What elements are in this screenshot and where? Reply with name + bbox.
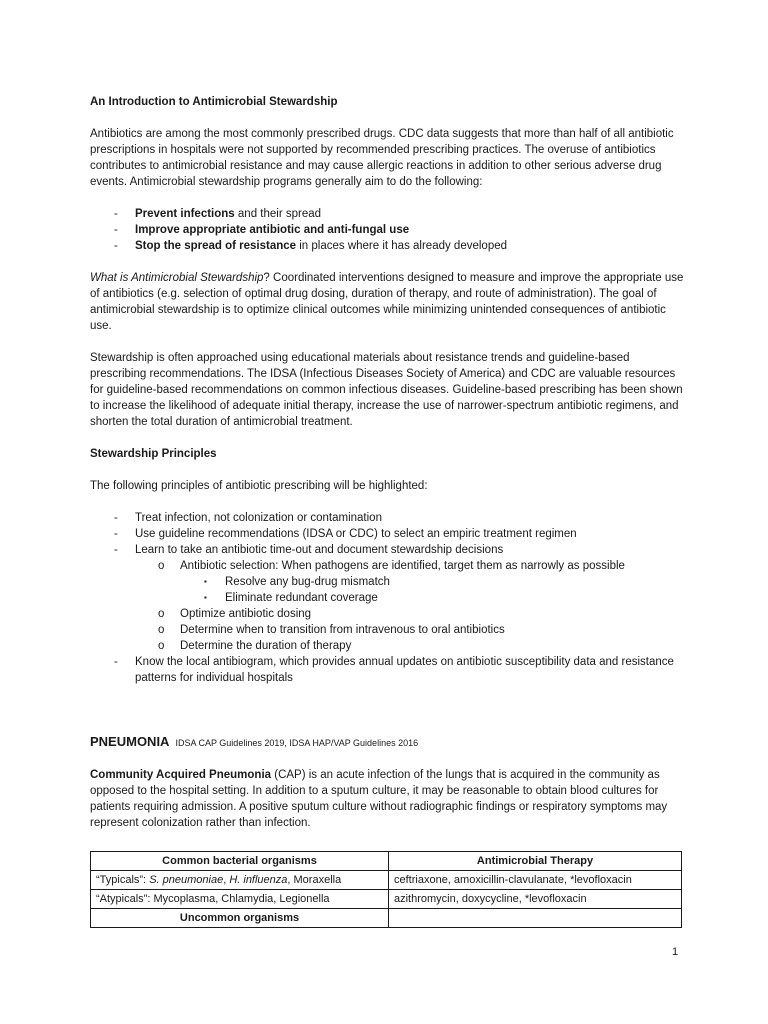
- aims-list: [90, 206, 686, 254]
- aim-text: in places where it has already developed: [296, 240, 508, 252]
- pneumonia-title: PNEUMONIA: [90, 734, 170, 749]
- column-header: Common bacterial organisms: [91, 852, 389, 871]
- aim-text: and their spread: [234, 208, 322, 220]
- column-header: Antimicrobial Therapy: [389, 852, 682, 871]
- what-is-paragraph: [90, 270, 686, 334]
- pneumonia-guidelines: IDSA CAP Guidelines 2019, IDSA HAP/VAP Guidelines 2016: [175, 738, 419, 748]
- principle-text: Treat infection, not colonization or contamination: [135, 512, 382, 524]
- principles-intro: The following principles of antibiotic prescribing will be highlighted:: [90, 480, 428, 492]
- organisms-cell: Uncommon organisms: [91, 909, 389, 928]
- organism-name: , Moraxella: [287, 874, 342, 886]
- principles-title: Stewardship Principles: [90, 448, 217, 460]
- pneumonia-heading: [90, 734, 686, 751]
- principle-text: Antibiotic selection: When pathogens are identified, target them as narrowly as possible: [180, 560, 625, 572]
- therapy-cell: azithromycin, doxycycline, *levofloxacin: [389, 890, 682, 909]
- document-body: [90, 94, 686, 928]
- organism-name: S. pneumoniae: [149, 874, 224, 886]
- circle-bullet: o: [158, 608, 165, 620]
- list-item: [90, 238, 686, 254]
- principles-list: [90, 510, 686, 686]
- organisms-cell: “Atypicals”: Mycoplasma, Chlamydia, Legionella: [91, 890, 389, 909]
- square-bullet: ▪: [204, 577, 207, 586]
- principle-text: Use guideline recommendations (IDSA or CDC) to select an empiric treatment regimen: [135, 528, 577, 540]
- list-item: [90, 206, 686, 222]
- dash-bullet: -: [114, 240, 118, 252]
- list-item: [90, 222, 686, 238]
- principle-text: Optimize antibiotic dosing: [180, 608, 312, 620]
- organism-label: “Typicals”:: [96, 874, 150, 886]
- table-header-row: [91, 852, 682, 871]
- list-item: [90, 654, 686, 686]
- therapy-cell: [389, 909, 682, 928]
- aim-bold: Stop the spread of resistance: [135, 240, 297, 252]
- dash-bullet: -: [114, 544, 118, 556]
- list-item: [90, 622, 686, 638]
- principle-text: Resolve any bug-drug mismatch: [225, 576, 390, 588]
- intro-paragraph: Antibiotics are among the most commonly prescribed drugs. CDC data suggests that more than half of all antibiotic prescriptions in hospitals were not supported by recommended prescribing practices. The overuse of antibiotics contributes to antimicrobial resistance and may cause allergic reactions in addition to other serious adverse drug events. Antimicrobial stewardship programs generally aim to do the following:: [90, 128, 674, 188]
- therapy-cell: ceftriaxone, amoxicillin-clavulanate, *levofloxacin: [389, 871, 682, 890]
- list-item: [90, 638, 686, 654]
- principle-text: Eliminate redundant coverage: [225, 592, 378, 604]
- approach-paragraph: Stewardship is often approached using educational materials about resistance trends and guideline-based prescribing recommendations. The IDSA (Infectious Diseases Society of America) and CDC are valuable resources for guideline-based recommendations on common infectious diseases. Guideline-based prescribing has been shown to increase the likelihood of adequate initial therapy, increase the use of narrower-spectrum antibiotic regimens, and shorten the total duration of antimicrobial treatment.: [90, 352, 683, 428]
- dash-bullet: -: [114, 528, 118, 540]
- principle-text: Determine the duration of therapy: [180, 640, 352, 652]
- list-item: [90, 542, 686, 558]
- organism-name: H. influenza: [229, 874, 288, 886]
- table-row: [91, 871, 682, 890]
- aim-bold: Prevent infections: [135, 208, 235, 220]
- separator: ,: [223, 874, 230, 886]
- dash-bullet: -: [114, 224, 118, 236]
- cap-term: Community Acquired Pneumonia: [90, 769, 272, 781]
- organisms-cell: [91, 871, 389, 890]
- principle-text: Determine when to transition from intravenous to oral antibiotics: [180, 624, 505, 636]
- cap-definition: (CAP) is an acute infection of the lungs that is acquired in the community as opposed to the hospital setting. In addition to a sputum culture, it may be reasonable to obtain blood cultures for patients requiring admission. A positive sputum culture without radiographic findings or respiratory symptoms may represent colonization rather than infection.: [90, 769, 668, 829]
- principle-text: Learn to take an antibiotic time-out and document stewardship decisions: [135, 544, 504, 556]
- organisms-table: [90, 851, 682, 928]
- dash-bullet: -: [114, 512, 118, 524]
- list-item: [90, 510, 686, 526]
- square-bullet: ▪: [204, 593, 207, 602]
- dash-bullet: -: [114, 208, 118, 220]
- list-item: [90, 590, 686, 606]
- intro-title: An Introduction to Antimicrobial Stewardship: [90, 96, 338, 108]
- aim-bold: Improve appropriate antibiotic and anti-fungal use: [135, 224, 410, 236]
- what-is-answer: ? Coordinated interventions designed to measure and improve the appropriate use of antibiotics (e.g. selection of optimal drug dosing, duration of therapy, and route of administration). The goal of antimicrobial stewardship is to optimize clinical outcomes while minimizing unintended consequences of antibiotic use.: [90, 272, 684, 332]
- table-row: [91, 890, 682, 909]
- list-item: [90, 606, 686, 622]
- circle-bullet: o: [158, 640, 165, 652]
- list-item: [90, 558, 686, 574]
- circle-bullet: o: [158, 560, 165, 572]
- list-item: [90, 526, 686, 542]
- what-is-question: What is Antimicrobial Stewardship: [90, 272, 264, 284]
- circle-bullet: o: [158, 624, 165, 636]
- list-item: [90, 574, 686, 590]
- cap-paragraph: [90, 767, 686, 831]
- table-row: [91, 909, 682, 928]
- page-number: 1: [672, 946, 679, 958]
- principle-text: Know the local antibiogram, which provides annual updates on antibiotic susceptibility data and resistance patterns for individual hospitals: [135, 656, 674, 684]
- dash-bullet: -: [114, 656, 118, 668]
